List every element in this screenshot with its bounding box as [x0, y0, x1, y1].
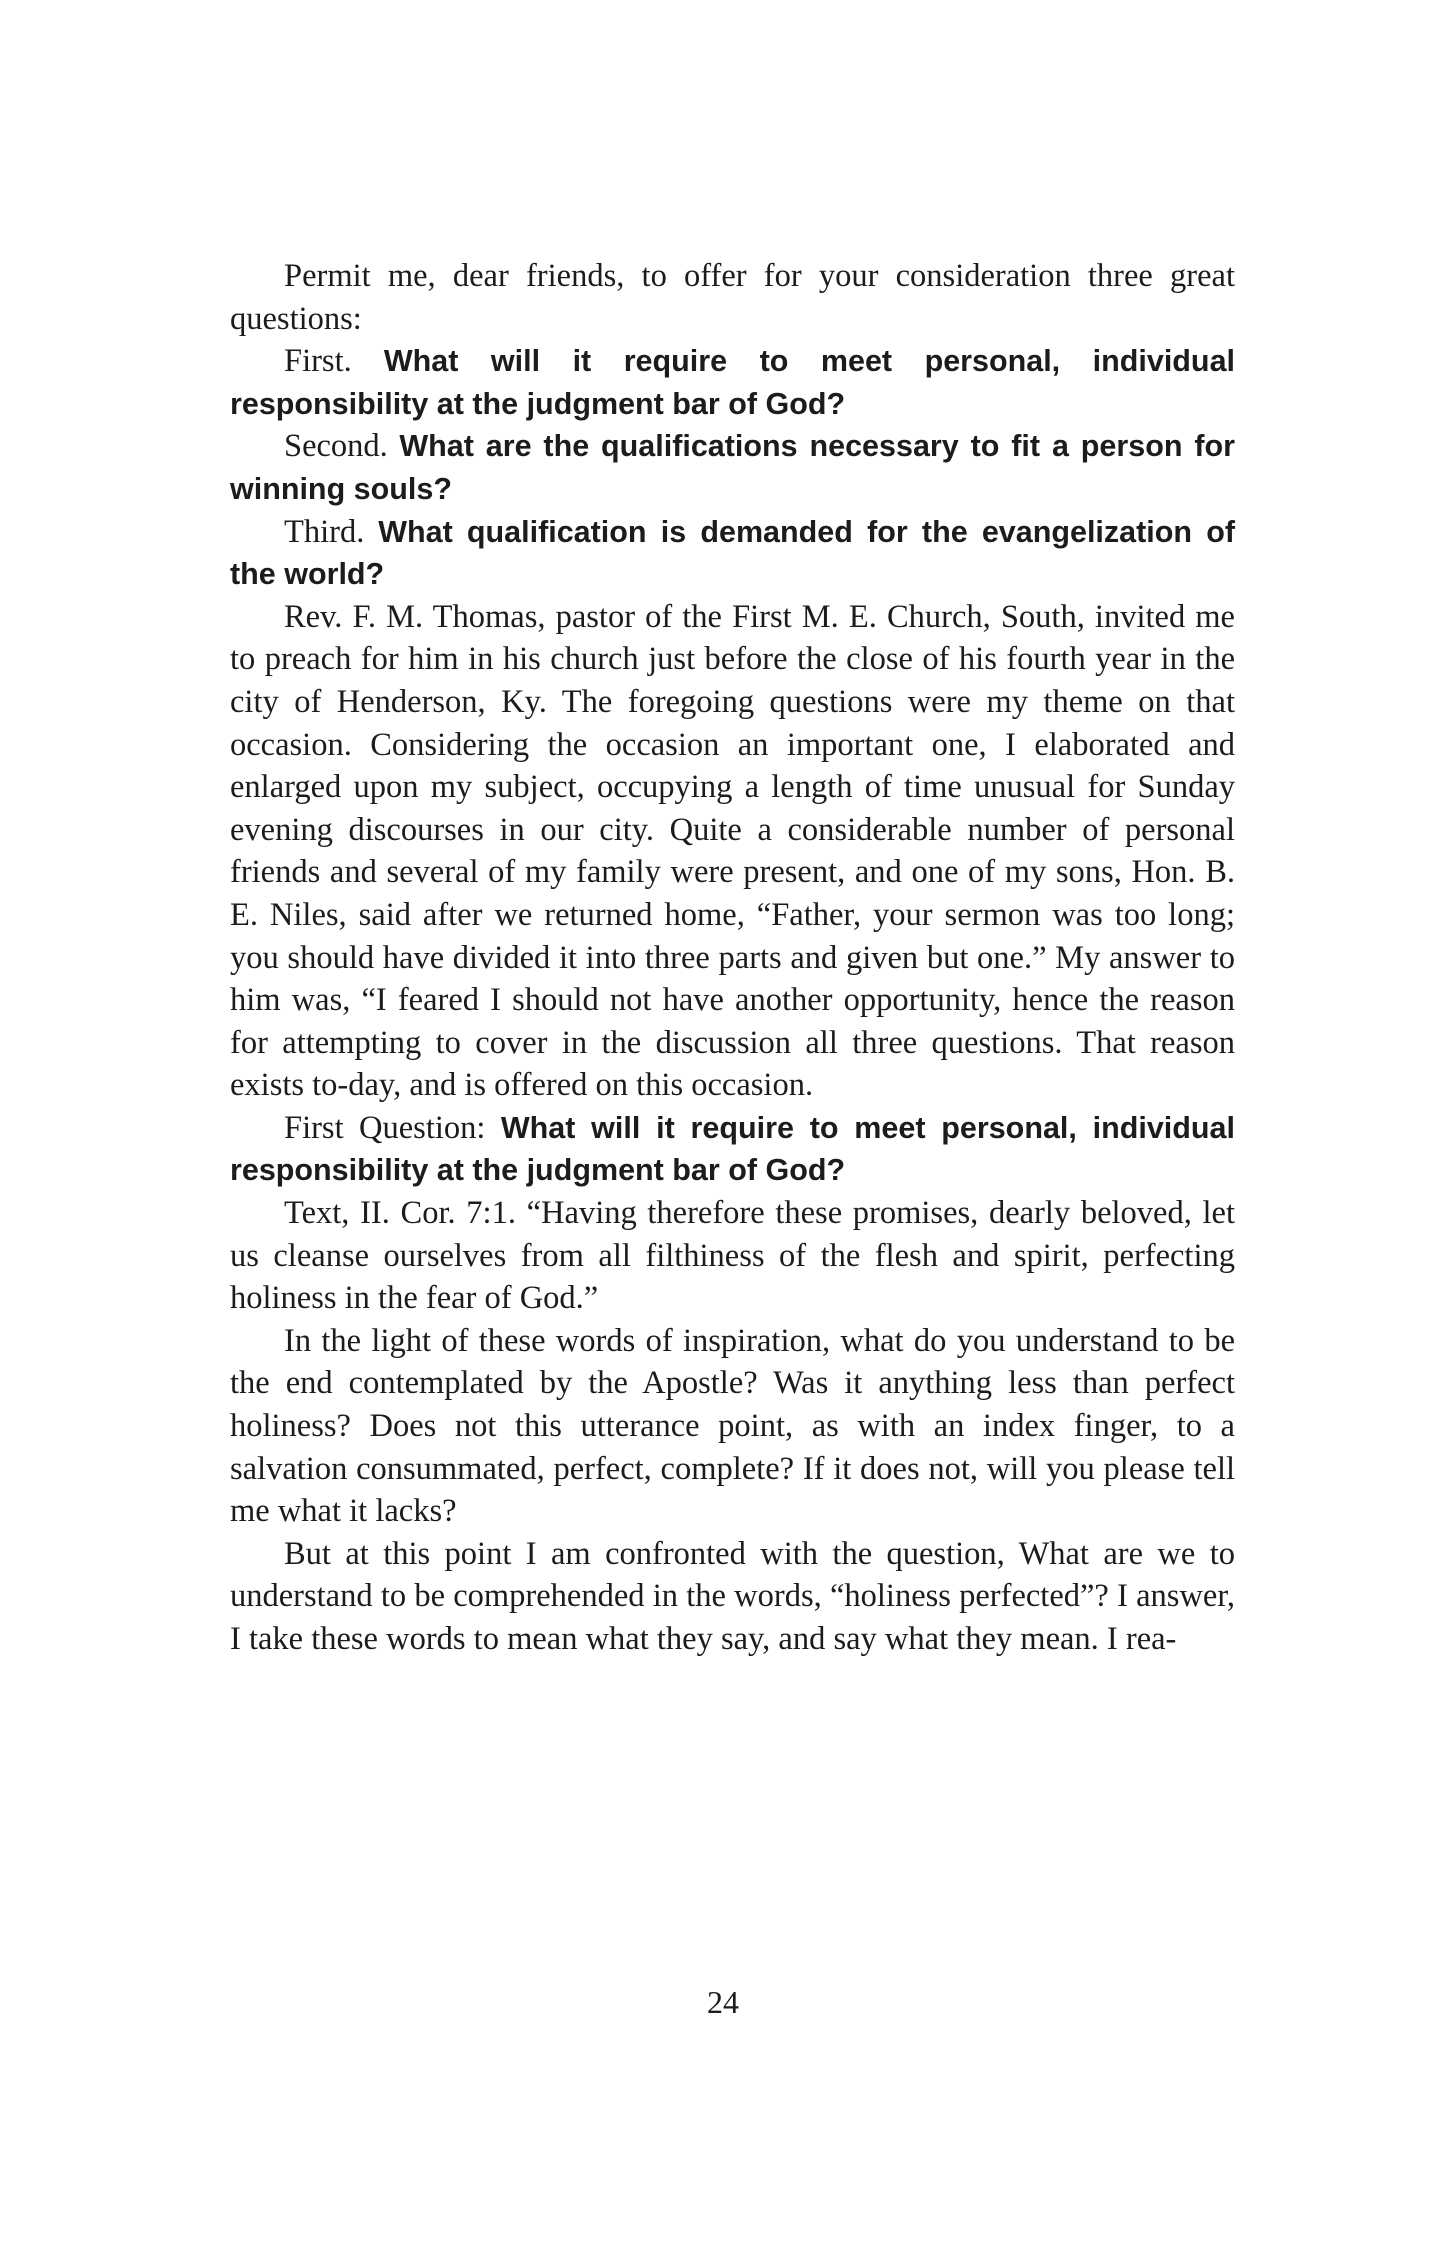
question-label: Second. — [284, 428, 388, 465]
question-label: Third. — [284, 513, 365, 550]
first-question-label: First Question: — [284, 1109, 486, 1146]
intro-paragraph: Permit me, dear friends, to offer for your consideration three great questions: — [230, 258, 1235, 337]
question-text: What qualification is demanded for the evangelization of the world? — [230, 514, 1235, 592]
page-number: 24 — [707, 1984, 739, 2020]
question-second — [230, 425, 1235, 510]
question-first — [230, 340, 1235, 425]
question-text: What are the qualifications necessary to fit a person for winning souls? — [230, 429, 1235, 506]
paragraph-scripture-text: Text, II. Cor. 7:1. “Having therefore these promises, dearly beloved, let us cleanse ourselves from all filthiness of the flesh and spirit, perfecting holiness in the fear of God.” — [230, 1195, 1235, 1317]
question-label: First. — [284, 343, 352, 380]
question-third — [230, 511, 1235, 596]
paragraph-light: In the light of these words of inspiration, what do you understand to be the end contemplated by the Apostle? Was it anything less than perfect holiness? Does not this utterance point, as with an index finger, to a salvation consummated, perfect, complete? If it does not, will you please tell me what it lacks? — [230, 1322, 1235, 1530]
first-question-heading — [230, 1107, 1235, 1192]
question-text: What will it require to meet personal, individual responsibility at the judgment bar of God? — [230, 344, 1235, 421]
first-question-text: What will it require to meet personal, individual responsibility at the judgment bar of God? — [230, 1110, 1235, 1188]
paragraph-but: But at this point I am confronted with the question, What are we to understand to be comprehended in the words, “holiness perfected”? I answer, I take these words to mean what they say, and say what they mean. I rea- — [230, 1535, 1235, 1657]
body-text — [230, 255, 1235, 1661]
paragraph-thomas: Rev. F. M. Thomas, pastor of the First M. E. Church, South, invited me to preach for him in his church just before the close of his fourth year in the city of Henderson, Ky. The foregoing questions were my theme on that occasion. Considering the occasion an important one, I elaborated and enlarged upon my subject, occupying a length of time unusual for Sunday evening discourses in our city. Quite a considerable number of personal friends and several of my family were present, and one of my sons, Hon. B. E. Niles, said after we returned home, “Father, your sermon was too long; you should have divided it into three parts and given but one.” My answer to him was, “I feared I should not have another opportunity, hence the reason for attempting to cover in the discussion all three questions. That reason exists to-day, and is offered on this occasion. — [230, 598, 1235, 1104]
